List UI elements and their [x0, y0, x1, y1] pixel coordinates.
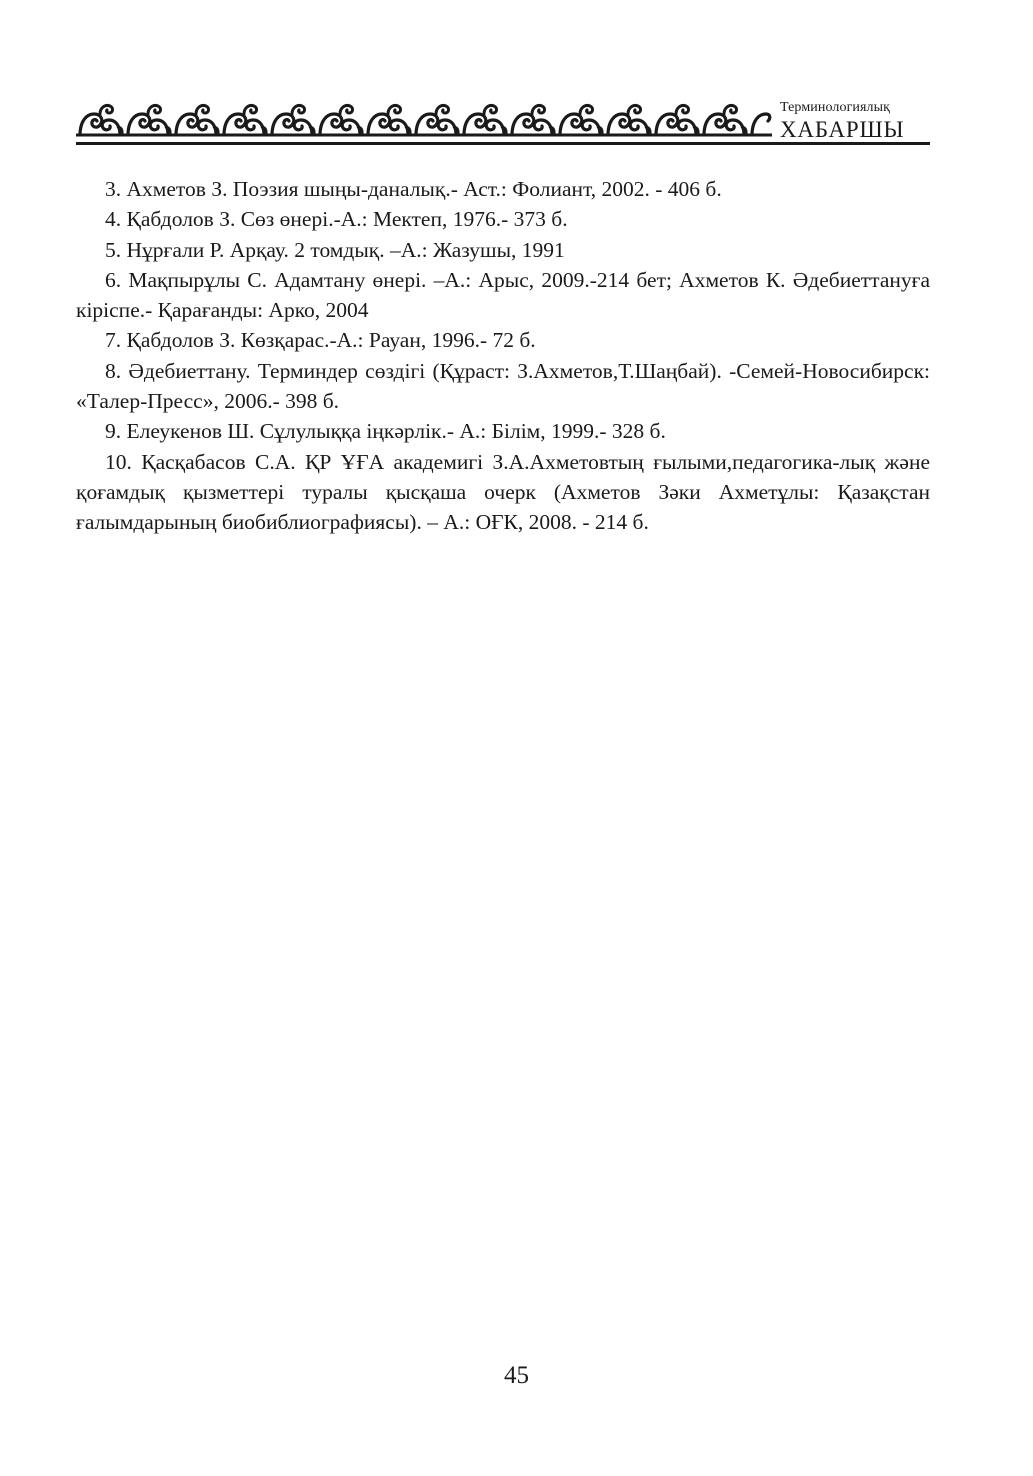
page-header	[76, 96, 930, 146]
kazakh-ornament-icon	[76, 100, 772, 140]
reference-item: 7. Қабдолов З. Көзқарас.-А.: Рауан, 1996.- 72 б.	[105, 328, 536, 353]
page-number: 45	[504, 1362, 529, 1389]
reference-item: 6. Мақпырұлы С. Адамтану өнері. –А.: Арыс, 2009.-214 бет; Ахметов К. Әдебиеттануға кіріспе.- Қарағанды: Арко, 2004	[76, 267, 930, 323]
journal-subtitle: Терминологиялық	[780, 100, 891, 115]
reference-item: 3. Ахметов З. Поэзия шыңы-даналық.- Аст.: Фолиант, 2002. - 406 б.	[105, 177, 722, 201]
reference-item: 4. Қабдолов З. Сөз өнері.-А.: Мектеп, 1976.- 373 б.	[105, 207, 568, 232]
reference-item: 10. Қасқабасов С.А. ҚР ҰҒА академигі З.А.Ахметовтың ғылыми,педагогика-лық және қоғамдық қызметтері туралы қысқаша очерк (Ахметов Зәки Ахметұлы: Қазақстан ғалымдарының биобиблиографиясы). – А.: ОҒК, 2008. - 214 б.	[76, 449, 930, 535]
reference-item: 5. Нұрғали Р. Арқау. 2 томдық. –А.: Жазушы, 1991	[105, 237, 565, 262]
header-rule	[76, 142, 930, 145]
journal-title: ХАБАРШЫ	[780, 117, 905, 142]
reference-list	[76, 174, 930, 538]
reference-item: 8. Әдебиеттану. Терминдер сөздігі (Құраст: З.Ахметов,Т.Шаңбай). -Семей-Новосибирск: «Талер-Пресс», 2006.- 398 б.	[76, 358, 930, 414]
reference-item: 9. Елеукенов Ш. Сұлулыққа іңкәрлік.- А.: Білім, 1999.- 328 б.	[105, 419, 666, 444]
